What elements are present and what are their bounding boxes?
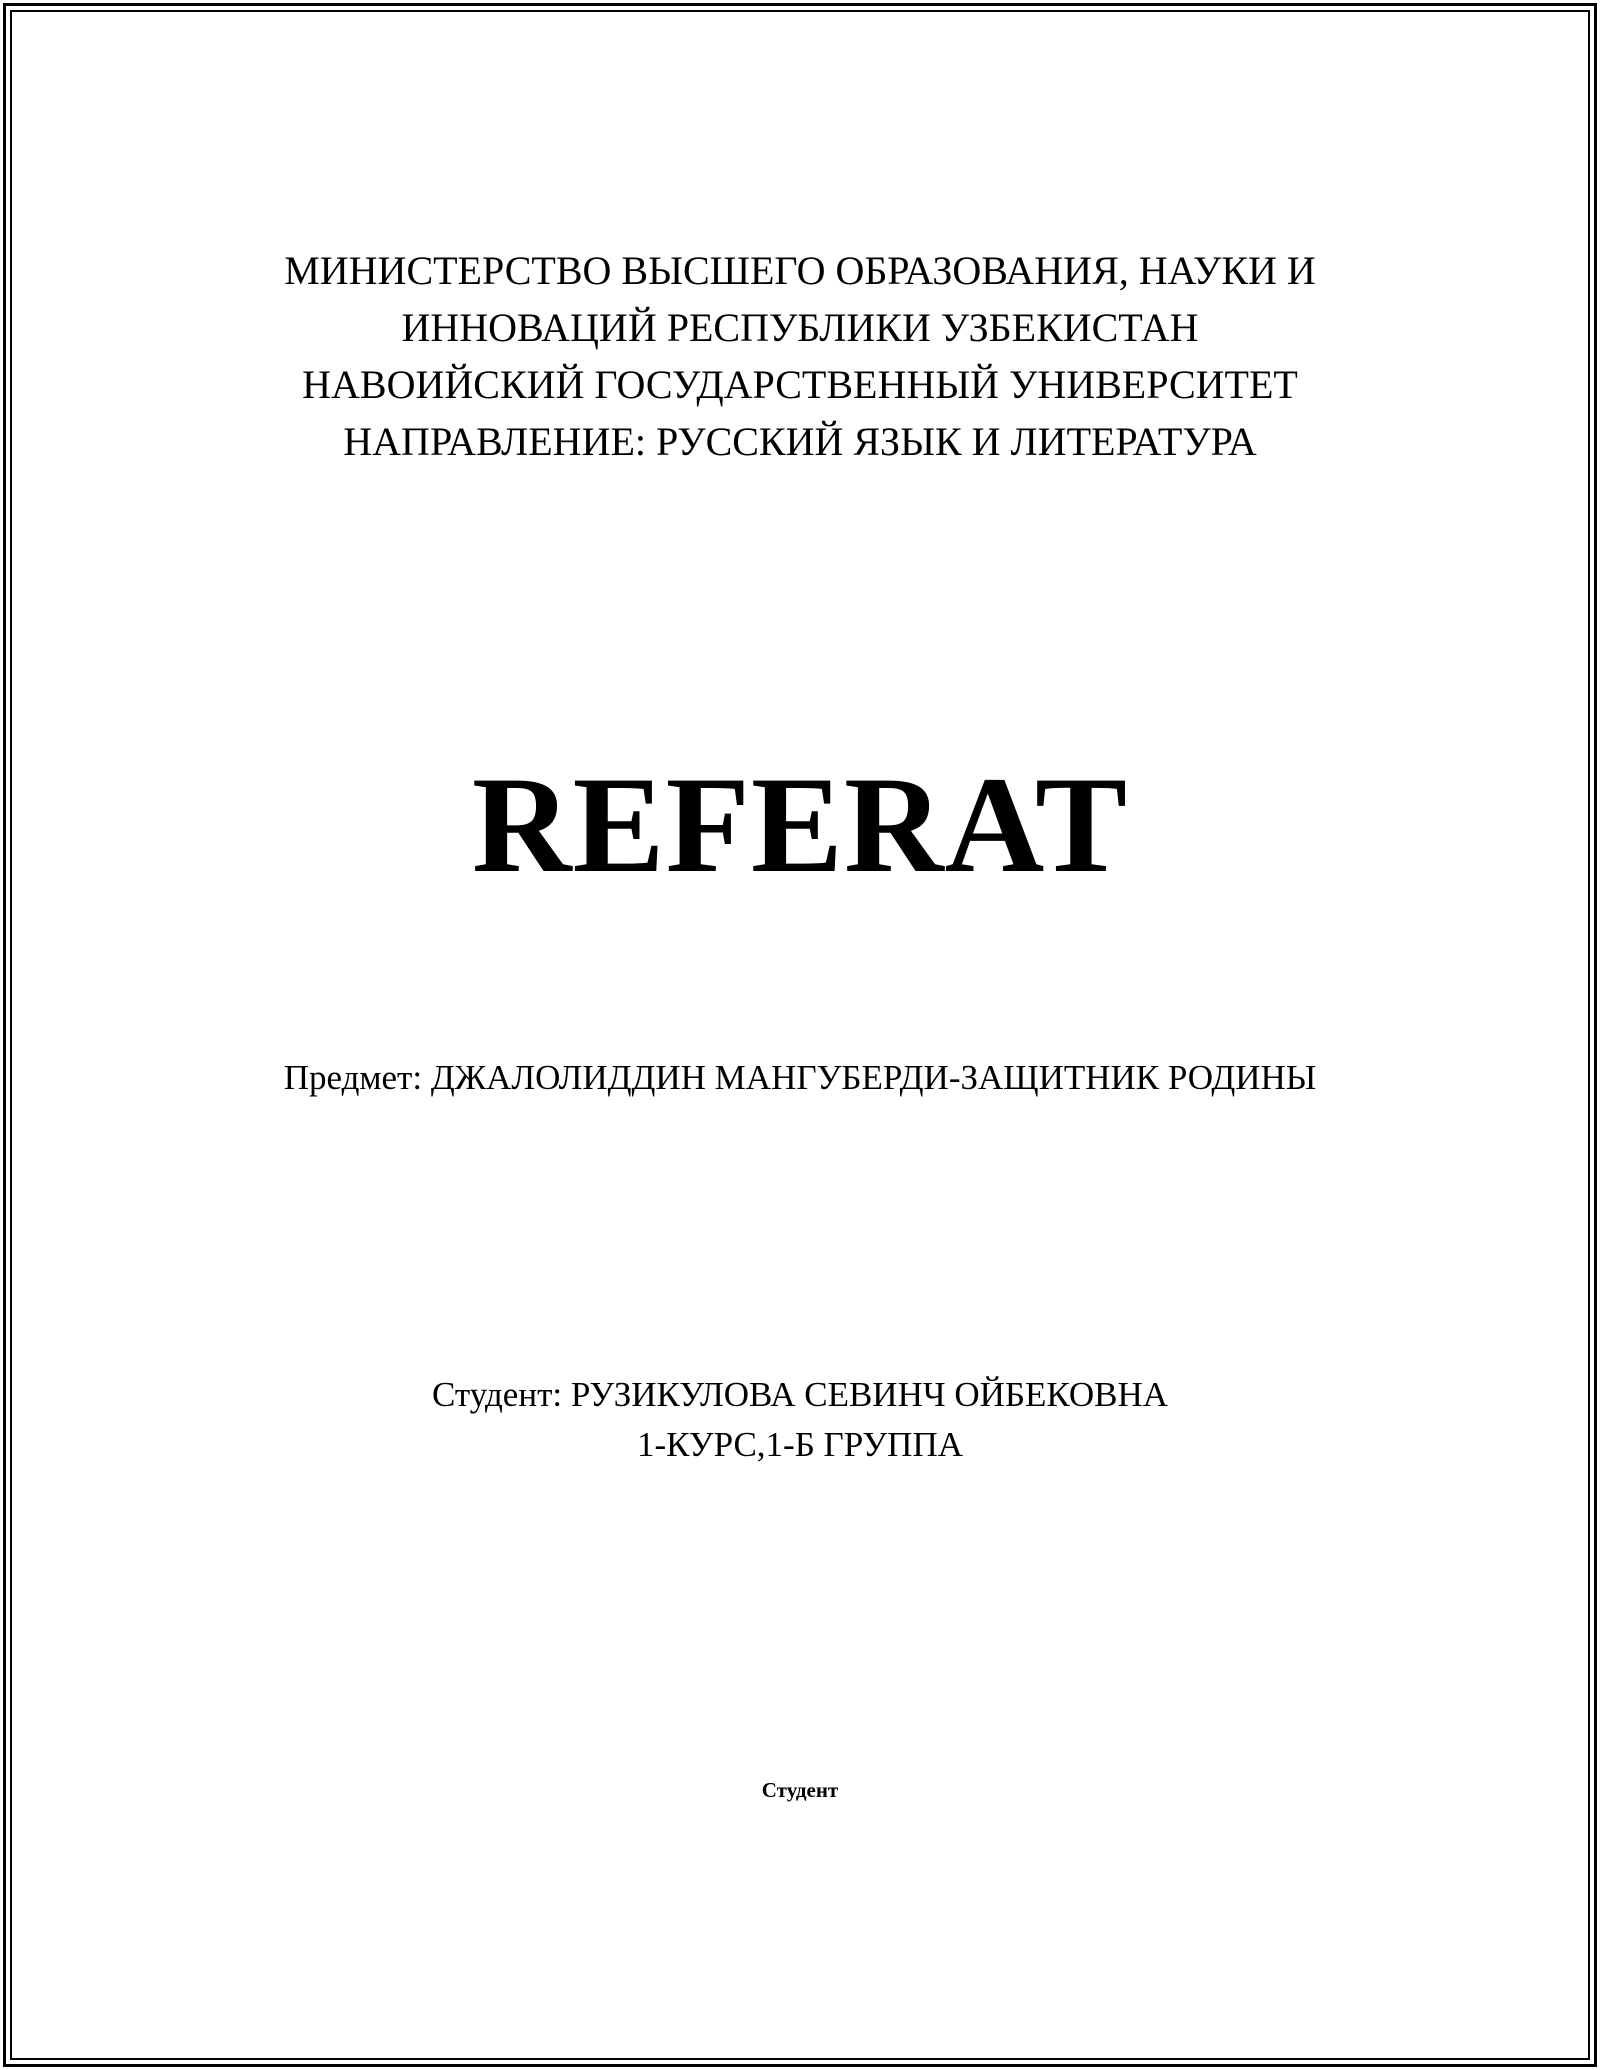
institution-header — [0, 242, 1600, 470]
header-line-republic: ИННОВАЦИЙ РЕСПУБЛИКИ УЗБЕКИСТАН — [401, 305, 1199, 350]
header-line-direction: НАПРАВЛЕНИЕ: РУССКИЙ ЯЗЫК И ЛИТЕРАТУРА — [343, 419, 1257, 464]
footer-student-label: Студент — [761, 1778, 839, 1802]
document-title: REFERAT — [471, 748, 1129, 901]
student-name-line: Студент: РУЗИКУЛОВА СЕВИНЧ ОЙБЕКОВНА — [431, 1375, 1169, 1414]
header-line-university: НАВОИЙСКИЙ ГОСУДАРСТВЕННЫЙ УНИВЕРСИТЕТ — [302, 362, 1298, 407]
student-group-line: 1-КУРС,1-Б ГРУППА — [636, 1425, 963, 1464]
student-info — [0, 1370, 1600, 1470]
header-line-ministry: МИНИСТЕРСТВО ВЫСШЕГО ОБРАЗОВАНИЯ, НАУКИ И — [284, 248, 1316, 293]
subject-line: Предмет: ДЖАЛОЛИДДИН МАНГУБЕРДИ-ЗАЩИТНИК РОДИНЫ — [283, 1058, 1317, 1097]
